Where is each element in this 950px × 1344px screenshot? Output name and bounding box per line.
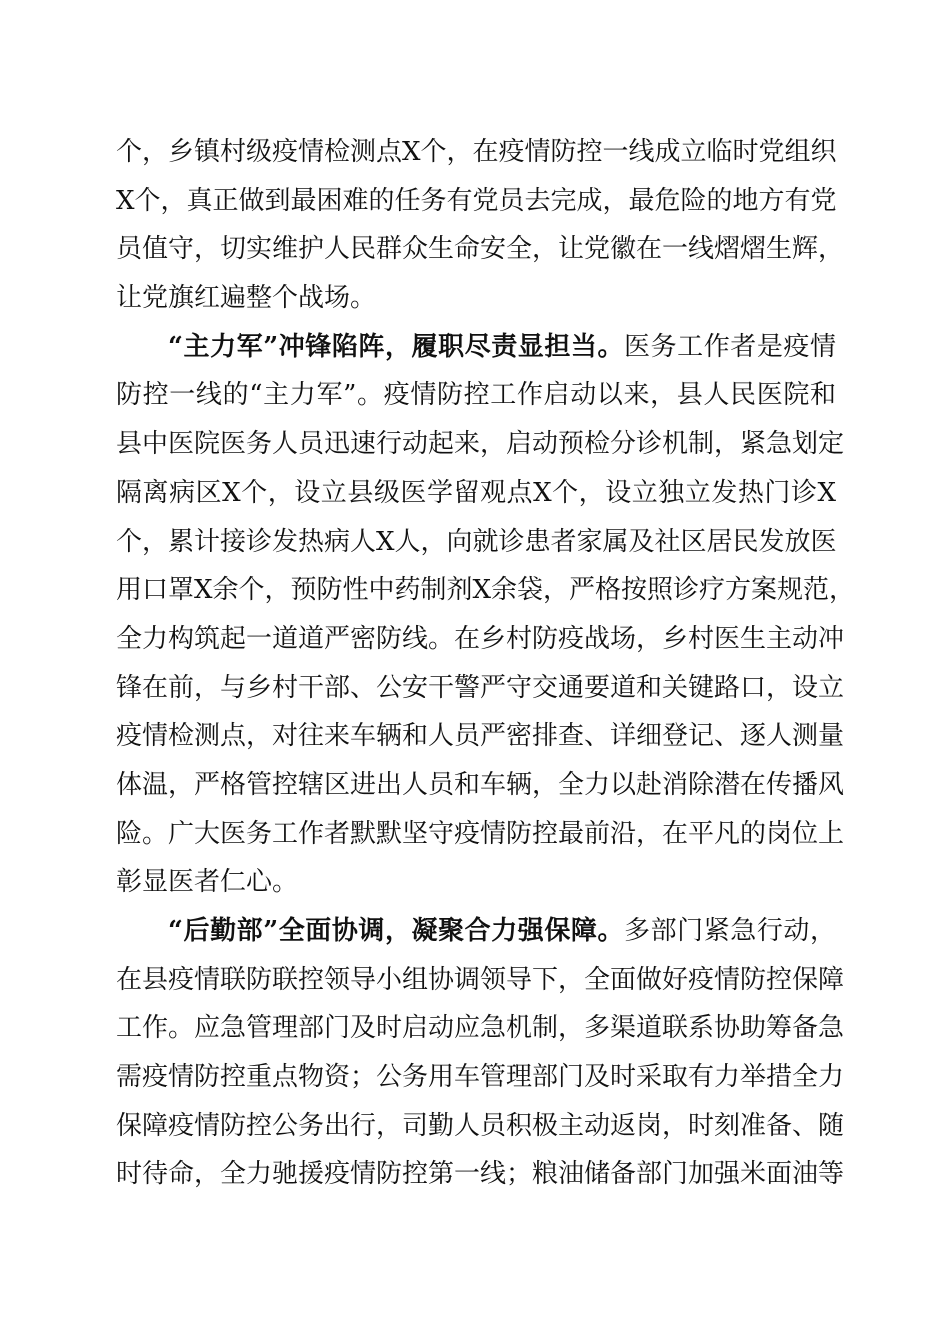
text-run: 医务工作者是疫情 [624, 331, 836, 362]
text-line: X个，真正做到最困难的任务有党员去完成，最危险的地方有党 [116, 185, 837, 216]
text-line: 在县疫情联防联控领导小组协调领导下，全面做好疫情防控保障 [116, 964, 845, 995]
text-line: 让党旗红遍整个战场。 [116, 283, 377, 314]
text-line: 险。广大医务工作者默默坚守疫情防控最前沿，在平凡的岗位上 [116, 818, 845, 849]
text-line: 保障疫情防控公务出行，司勤人员积极主动返岗，时刻准备、随 [116, 1110, 845, 1141]
paragraph-heading: “后勤部”全面协调，凝聚合力强保障。 [168, 916, 625, 946]
text-line: 全力构筑起一道道严密防线。在乡村防疫战场，乡村医生主动冲 [116, 623, 845, 654]
text-line: 锋在前，与乡村干部、公安干警严守交通要道和关键路口，设立 [116, 672, 845, 703]
document-page [116, 128, 856, 1199]
text-line [116, 323, 836, 372]
text-line: 个，乡镇村级疫情检测点X个，在疫情防控一线成立临时党组织 [116, 137, 837, 167]
text-line: 工作。应急管理部门及时启动应急机制，多渠道联系协助筹备急 [116, 1013, 845, 1044]
text-line [116, 907, 836, 956]
paragraph-heading: “主力军”冲锋陷阵，履职尽责显担当。 [168, 331, 625, 362]
text-line: 县中医院医务人员迅速行动起来，启动预检分诊机制，紧急划定 [116, 429, 845, 460]
text-line: 员值守，切实维护人民群众生命安全，让党徽在一线熠熠生辉， [116, 234, 845, 265]
text-line: 时待命，全力驰援疫情防控第一线；粮油储备部门加强米面油等 [116, 1159, 845, 1190]
paragraph-1 [116, 128, 845, 323]
text-line: 疫情检测点，对往来车辆和人员严密排查、详细登记、逐人测量 [116, 721, 845, 752]
text-run: 多部门紧急行动， [624, 916, 836, 946]
text-line: 用口罩X余个，预防性中药制剂X余袋，严格按照诊疗方案规范， [116, 575, 856, 606]
paragraph-2 [116, 323, 856, 907]
text-line: 需疫情防控重点物资；公务用车管理部门及时采取有力举措全力 [116, 1062, 845, 1093]
text-line: 防控一线的“主力军”。疫情防控工作启动以来，县人民医院和 [116, 380, 836, 411]
paragraph-3 [116, 907, 845, 1199]
text-line: 个，累计接诊发热病人X人，向就诊患者家属及社区居民发放医 [116, 526, 837, 557]
text-line: 体温，严格管控辖区进出人员和车辆，全力以赴消除潜在传播风 [116, 769, 845, 800]
text-line: 隔离病区X个，设立县级医学留观点X个，设立独立发热门诊X [116, 477, 836, 508]
text-line: 彰显医者仁心。 [116, 867, 299, 898]
